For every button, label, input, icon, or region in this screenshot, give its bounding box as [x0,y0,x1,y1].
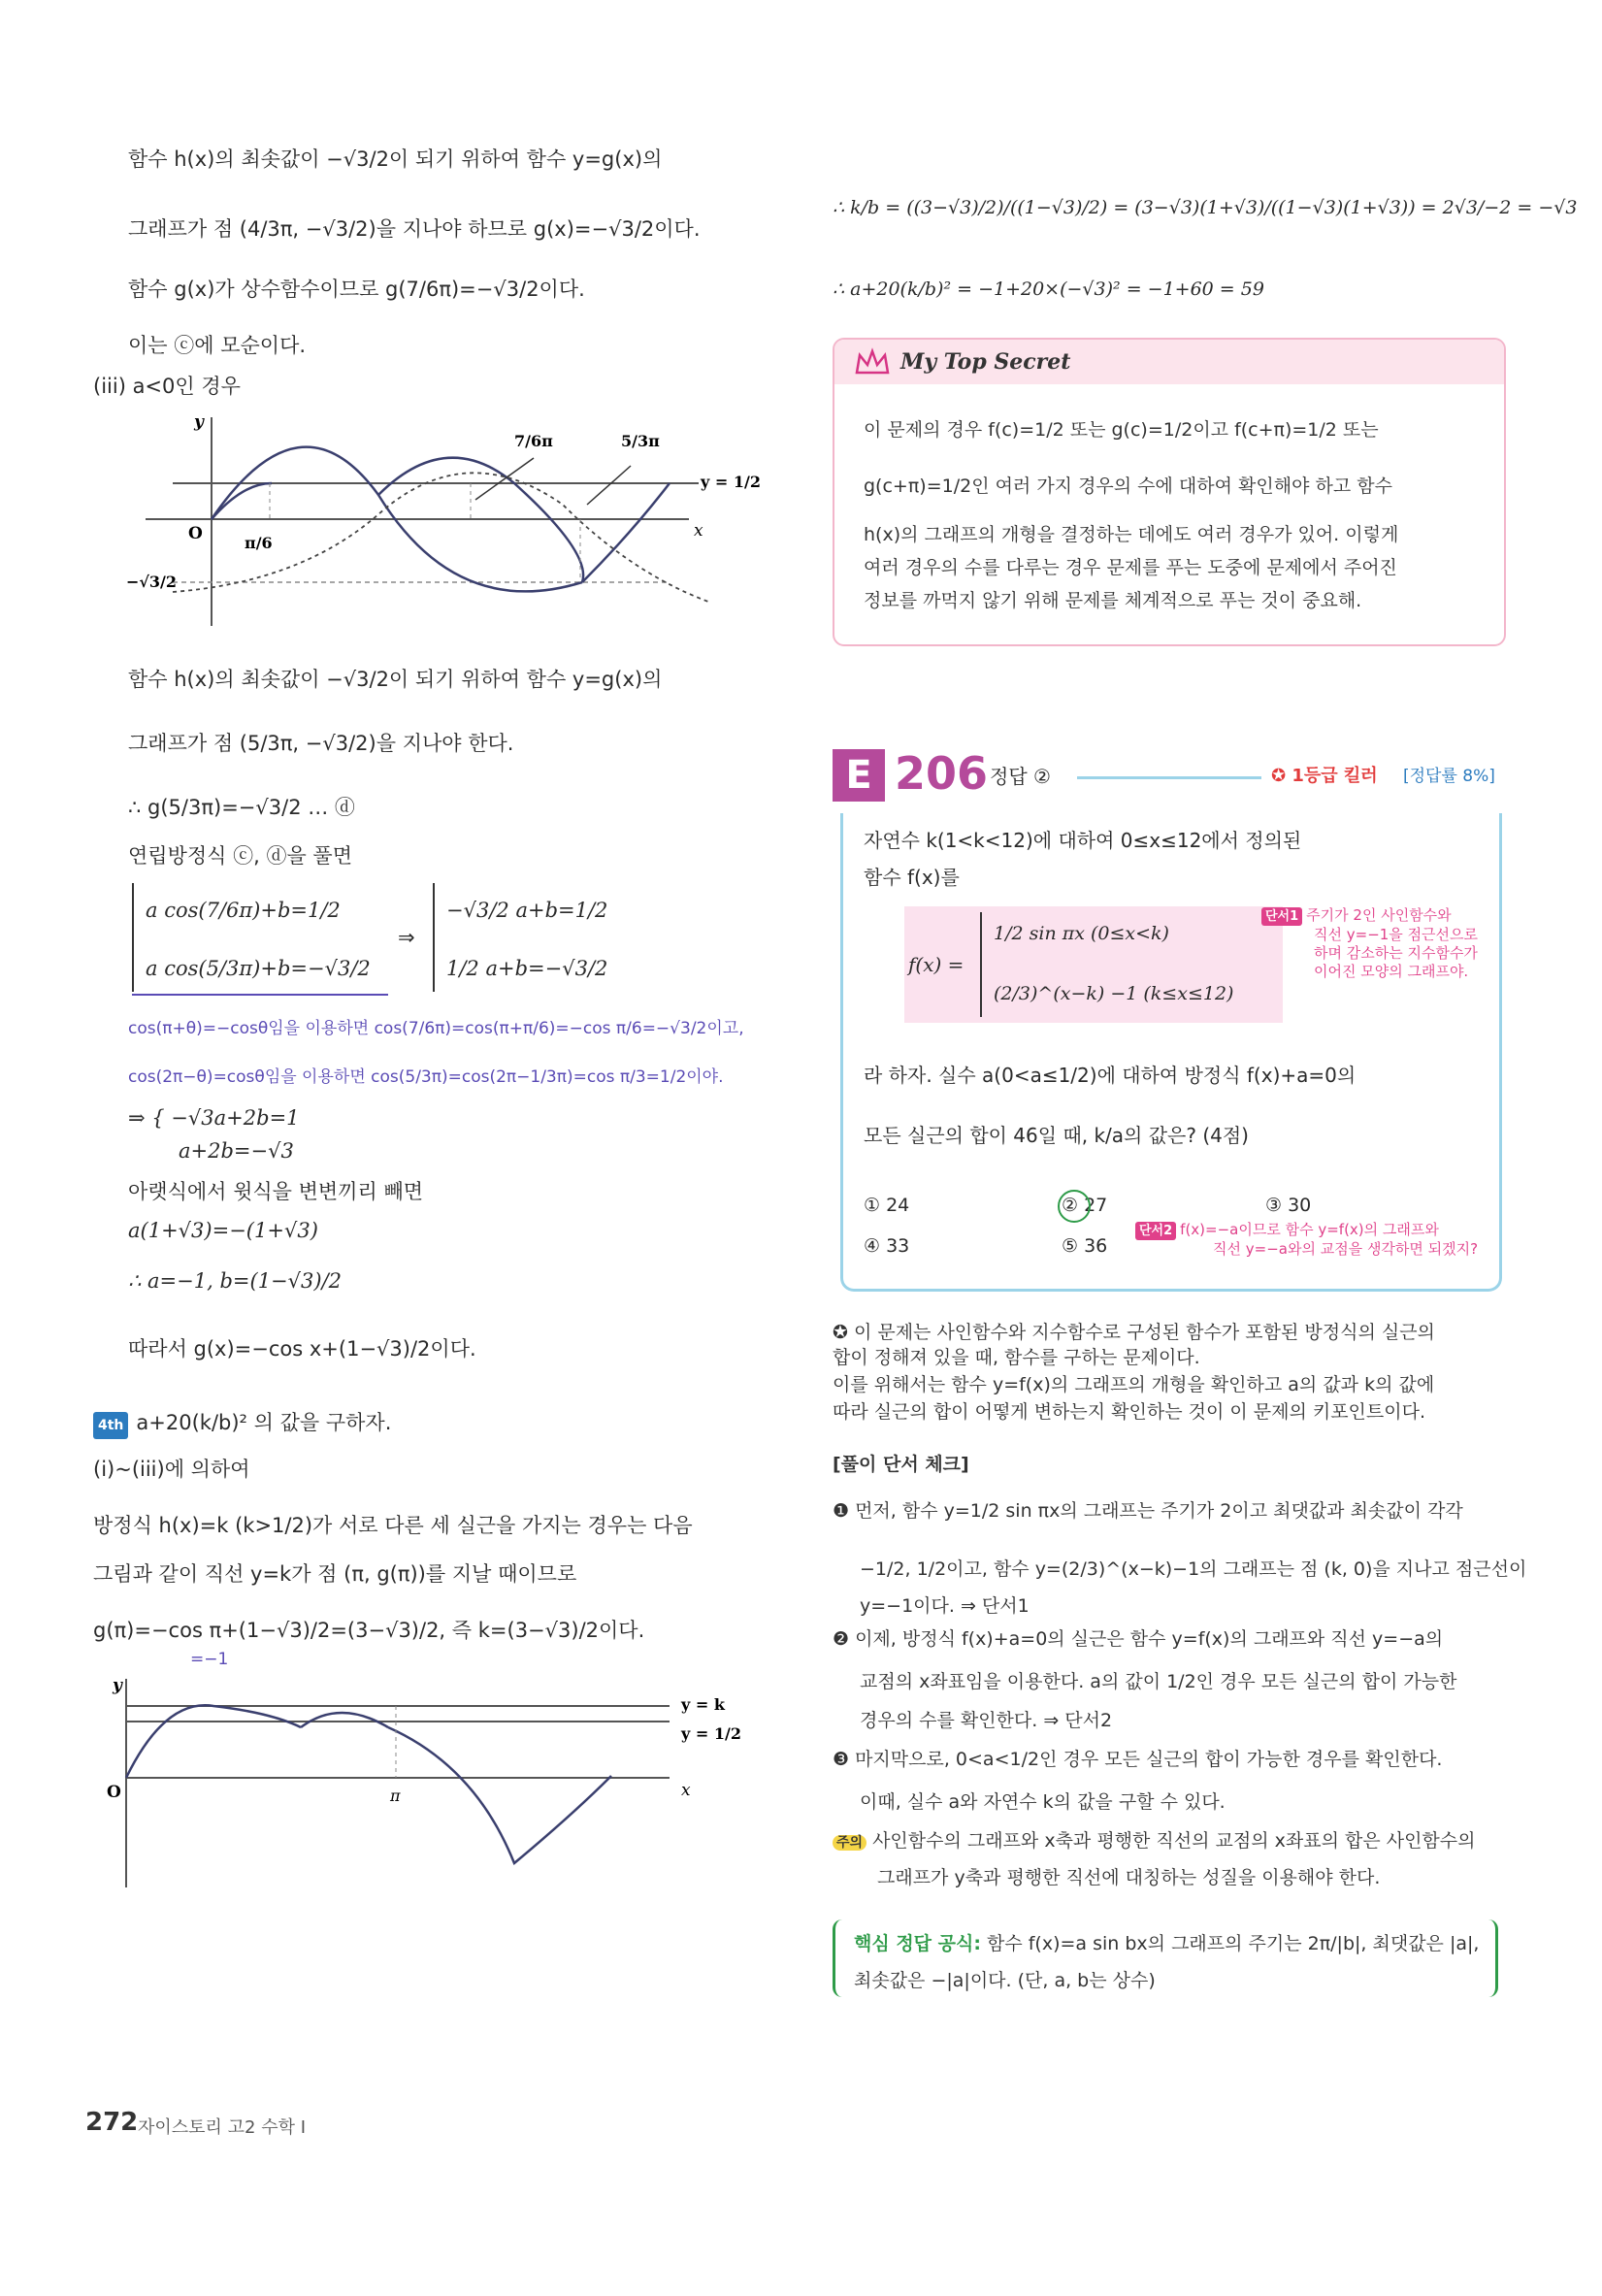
equation: a+2b=−√3 [179,1139,294,1163]
equation: ∴ k/b = ((3−√3)/2)/((1−√3)/2) = (3−√3)(1+√3)/((1−√3)(1+√3)) = 2√3/−2 = −√3 [833,197,1578,218]
summary-text: 따라 실근의 합이 어떻게 변하는지 확인하는 것이 이 문제의 키포인트이다. [833,1401,1426,1423]
warning-tag: 주의 [833,1835,866,1851]
equation: a cos(5/3π)+b=−√3/2 [146,957,371,980]
crown-icon [854,347,891,377]
graph-case-iii [126,408,786,631]
equation: a(1+√3)=−(1+√3) [128,1219,318,1242]
hint-tag: 단서2 [1135,1222,1176,1240]
step-text: a+20(k/b)² 의 값을 구하자. [136,1411,392,1434]
text-line: 그래프가 점 (4/3π, −√3/2)을 지나야 하므로 g(x)=−√3/2이다. [128,217,701,241]
hint-text: 직선 y=−a와의 교점을 생각하면 되겠지? [1213,1240,1479,1258]
summary-text: 합이 정해져 있을 때, 함수를 구하는 문제이다. [833,1347,1200,1368]
step-heading [93,1409,391,1439]
secret-title: My Top Secret [900,349,1071,375]
divider [1077,776,1261,779]
secret-text: g(c+π)=1/2인 여러 가지 경우의 수에 대하여 확인해야 하고 함수 [864,476,1392,497]
tick-label: −√3/2 [126,573,178,591]
hint-text: 하며 감소하는 지수함수가 [1314,944,1478,962]
correct-rate: [정답률 8%] [1403,767,1495,786]
hint-text: f(x)=−a이므로 함수 y=f(x)의 그래프와 [1180,1221,1439,1238]
text-line: 함수 h(x)의 최솟값이 −√3/2이 되기 위하여 함수 y=g(x)의 [128,668,663,691]
choice-5[interactable]: ⑤ 36 [1062,1235,1108,1257]
step-tag: 4th [93,1412,128,1439]
warning-text: 사인함수의 그래프와 x축과 평행한 직선의 교점의 x좌표의 합은 사인함수의 [872,1830,1476,1852]
underline [132,994,388,996]
equation: ∴ a=−1, b=(1−√3)/2 [128,1269,343,1293]
equation: 1/2 a+b=−√3/2 [446,957,608,980]
tick-label: π [390,1787,401,1805]
hint-note: =−1 [190,1650,229,1669]
check-item: ❸ 마지막으로, 0<a<1/2인 경우 모든 실근의 합이 가능한 경우를 확인한다. [833,1749,1443,1770]
function-def: f(x) = [908,953,964,976]
core-label: 핵심 정답 공식: [854,1933,981,1954]
hint-text: 직선 y=−1을 점근선으로 [1314,926,1479,943]
annotation-label: 5/3π [621,432,660,450]
summary-text: ✪ 이 문제는 사인함수와 지수함수로 구성된 함수가 포함된 방정식의 실근의 [833,1322,1435,1343]
difficulty-label: ✪ 1등급 킬러 [1271,766,1378,786]
check-item: ❷ 이제, 방정식 f(x)+a=0의 실근은 함수 y=f(x)의 그래프와 직선 y=−a의 [833,1628,1444,1650]
brace [980,912,986,1017]
graph-k-line [107,1669,767,1892]
check-item: y=−1이다. ⇒ 단서1 [860,1595,1030,1617]
problem-text: 자연수 k(1<k<12)에 대하여 0≤x≤12에서 정의된 [864,829,1302,852]
text-line: 함수 h(x)의 최솟값이 −√3/2이 되기 위하여 함수 y=g(x)의 [128,148,663,171]
secret-text: h(x)의 그래프의 개형을 결정하는 데에도 여러 경우가 있어. 이렇게 [864,524,1399,545]
text-line: 따라서 g(x)=−cos x+(1−√3)/2이다. [128,1337,476,1361]
page-number: 272 [85,2108,139,2137]
text-line: ∴ g(5/3π)=−√3/2 … ⓓ [128,796,355,819]
y-axis-label: y [113,1676,122,1695]
hint-1 [1261,906,1478,981]
core-formula [854,1931,1479,1956]
equation: ⇒ { −√3a+2b=1 [128,1106,300,1130]
problem-number: 206 [895,747,989,800]
text-line: 방정식 h(x)=k (k>1/2)가 서로 다른 세 실근을 가지는 경우는 다음 [93,1514,693,1537]
origin-label: O [107,1783,121,1802]
book-title: 자이스토리 고2 수학 I [138,2117,307,2138]
check-item: 경우의 수를 확인한다. ⇒ 단서2 [860,1710,1113,1731]
choice-1[interactable]: ① 24 [864,1195,910,1216]
check-heading: [풀이 단서 체크] [833,1454,969,1475]
origin-label: O [188,524,203,543]
problem-badge: E [833,749,885,802]
text-line: 연립방정식 ⓒ, ⓓ을 풀면 [128,844,352,868]
check-item: 교점의 x좌표임을 이용한다. a의 값이 1/2인 경우 모든 실근의 합이 가능한 [860,1671,1457,1692]
hint-note: cos(2π−θ)=cosθ임을 이용하면 cos(5/3π)=cos(2π−1/3π)=cos π/3=1/2이야. [128,1067,724,1087]
equation: −√3/2 a+b=1/2 [446,899,608,922]
function-case: 1/2 sin πx (0≤x<k) [994,923,1169,944]
core-text: 함수 f(x)=a sin bx의 그래프의 주기는 2π/|b|, 최댓값은 |a|, [987,1933,1480,1954]
answer-circle-icon [1058,1190,1091,1223]
choice-4[interactable]: ④ 33 [864,1235,910,1257]
case-heading: (iii) a<0인 경우 [93,375,241,398]
hint-text: 주기가 2인 사인함수와 [1306,906,1452,924]
x-axis-label: x [694,521,703,541]
hint-2 [1135,1221,1478,1259]
arrow: ⇒ [398,926,415,949]
text-line: 그림과 같이 직선 y=k가 점 (π, g(π))를 지날 때이므로 [93,1562,577,1586]
hint-text: 이어진 모양의 그래프야. [1314,963,1469,980]
line-label: y = 1/2 [701,473,761,491]
annotation-label: 7/6π [514,432,553,450]
text-line: g(π)=−cos π+(1−√3)/2=(3−√3)/2, 즉 k=(3−√3)/2이다. [93,1619,645,1642]
problem-text: 라 하자. 실수 a(0<a≤1/2)에 대하여 방정식 f(x)+a=0의 [864,1064,1357,1087]
check-item: ❶ 먼저, 함수 y=1/2 sin πx의 그래프는 주기가 2이고 최댓값과 최솟값이 각각 [833,1500,1463,1522]
warning-text: 그래프가 y축과 평행한 직선에 대칭하는 성질을 이용해야 한다. [877,1867,1381,1888]
x-axis-label: x [681,1781,691,1800]
text-line: 이는 ⓒ에 모순이다. [128,334,307,357]
tick-label: π/6 [245,534,273,552]
equation: a cos(7/6π)+b=1/2 [146,899,341,922]
text-line: 아랫식에서 윗식을 변변끼리 빼면 [128,1180,424,1203]
hint-tag: 단서1 [1261,907,1302,926]
core-text: 최솟값은 −|a|이다. (단, a, b는 상수) [854,1970,1156,1991]
equation: ∴ a+20(k/b)² = −1+20×(−√3)² = −1+60 = 59 [833,279,1264,300]
line-label: y = 1/2 [681,1724,741,1743]
check-item: 이때, 실수 a와 자연수 k의 값을 구할 수 있다. [860,1791,1226,1813]
choice-3[interactable]: ③ 30 [1265,1195,1312,1216]
text-line: 그래프가 점 (5/3π, −√3/2)을 지나야 한다. [128,732,514,755]
secret-text: 이 문제의 경우 f(c)=1/2 또는 g(c)=1/2이고 f(c+π)=1/2 또는 [864,419,1379,441]
summary-text: 이를 위해서는 함수 y=f(x)의 그래프의 개형을 확인하고 a의 값과 k의 값에 [833,1374,1435,1395]
line-label: y = k [681,1695,725,1714]
hint-note: cos(π+θ)=−cosθ임을 이용하면 cos(7/6π)=cos(π+π/6)=−cos π/6=−√3/2이고, [128,1019,744,1038]
choice-2[interactable]: ② 27 [1062,1195,1108,1216]
check-item: −1/2, 1/2이고, 함수 y=(2/3)^(x−k)−1의 그래프는 점 (k, 0)을 지나고 점근선이 [860,1558,1527,1580]
problem-text: 함수 f(x)를 [864,866,960,889]
warning-note [833,1828,1476,1855]
y-axis-label: y [194,412,204,432]
text-line: 함수 g(x)가 상수함수이므로 g(7/6π)=−√3/2이다. [128,278,585,301]
problem-text: 모든 실근의 합이 46일 때, k/a의 값은? (4점) [864,1124,1249,1147]
secret-text: 정보를 까먹지 않기 위해 문제를 체계적으로 푸는 것이 중요해. [864,590,1362,611]
text-line: (i)~(iii)에 의하여 [93,1458,250,1481]
function-case: (2/3)^(x−k) −1 (k≤x≤12) [994,983,1234,1004]
secret-text: 여러 경우의 수를 다루는 경우 문제를 푸는 도중에 문제에서 주어진 [864,557,1397,578]
answer-label: 정답 ② [990,765,1051,788]
my-top-secret-box [833,338,1506,646]
